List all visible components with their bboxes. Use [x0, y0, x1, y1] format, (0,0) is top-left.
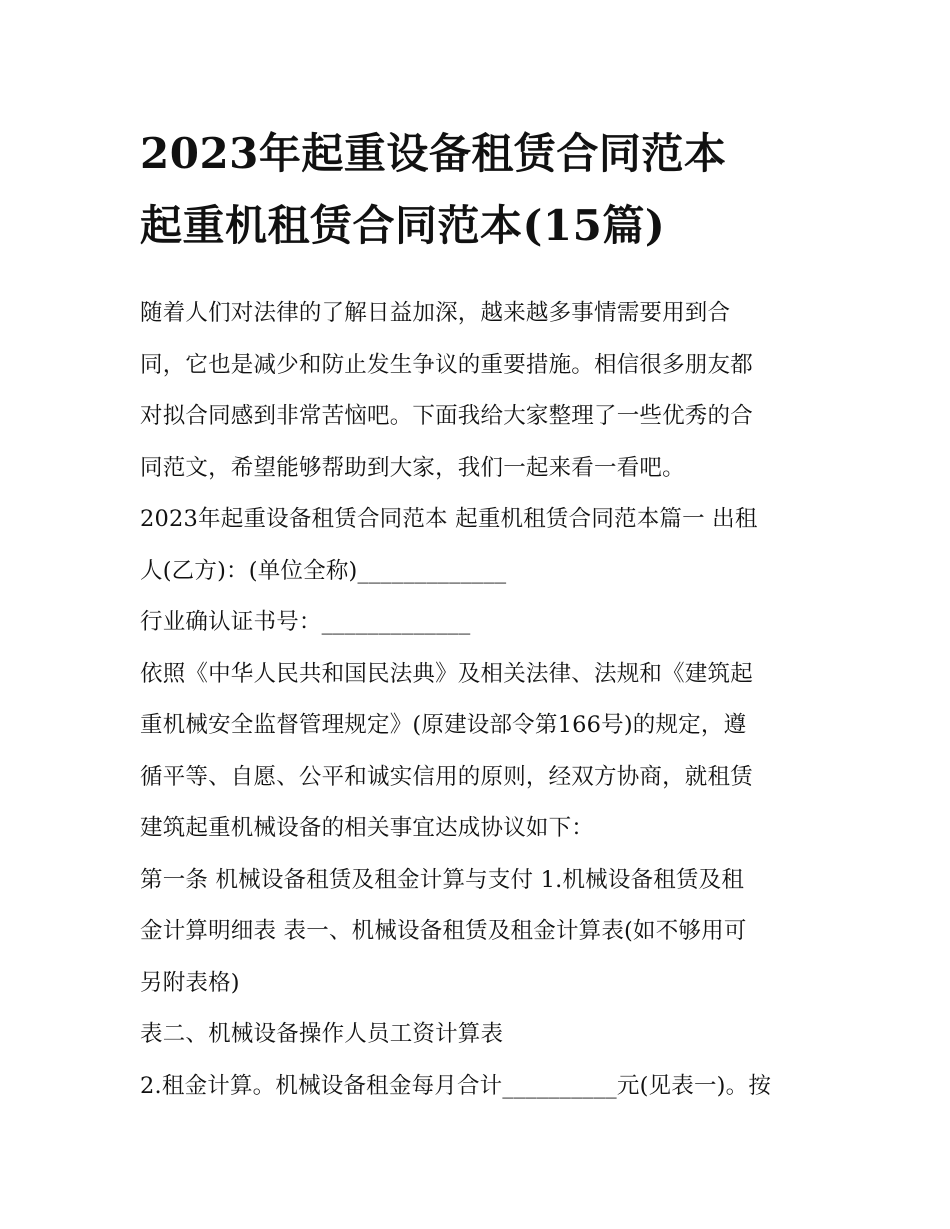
text-line: 同范文，希望能够帮助到大家，我们一起来看一看吧。 — [140, 454, 685, 481]
text-line: 随着人们对法律的了解日益加深，越来越多事情需要用到合 — [140, 300, 731, 326]
table-two-paragraph — [140, 1009, 812, 1061]
article-one-paragraph — [140, 855, 812, 1010]
text-line: 第一条 机械设备租赁及租金计算与支付 1.机械设备租赁及租 — [140, 866, 745, 893]
text-line: 行业确认证书号：_____________ — [140, 609, 471, 635]
certificate-paragraph — [140, 597, 812, 649]
legal-basis-paragraph — [140, 649, 812, 855]
document-body — [140, 288, 812, 1112]
text-line: 建筑起重机械设备的相关事宜达成协议如下： — [140, 815, 595, 841]
text-line: 重机械安全监督管理规定》(原建设部令第166号)的规定，遵 — [140, 712, 747, 738]
lessor-paragraph — [140, 494, 812, 597]
text-line: 2.租金计算。机械设备租金每月合计__________元(见表一)。按 — [140, 1072, 772, 1099]
title-line-1: 2023年起重设备租赁合同范本 — [140, 129, 727, 178]
rent-calculation-paragraph — [140, 1061, 812, 1113]
document-title — [140, 118, 812, 262]
text-line: 2023年起重设备租赁合同范本 起重机租赁合同范本篇一 出租 — [140, 506, 758, 532]
text-line: 对拟合同感到非常苦恼吧。下面我给大家整理了一些优秀的合 — [140, 403, 753, 429]
text-line: 依照《中华人民共和国民法典》及相关法律、法规和《建筑起 — [140, 660, 753, 687]
text-line: 循平等、自愿、公平和诚实信用的原则，经双方协商，就租赁 — [140, 763, 753, 790]
document-page — [140, 118, 812, 1112]
text-line: 人(乙方)：(单位全称)_____________ — [140, 557, 507, 584]
text-line: 金计算明细表 表一、机械设备租赁及租金计算表(如不够用可 — [140, 918, 747, 944]
text-line: 表二、机械设备操作人员工资计算表 — [140, 1021, 504, 1047]
title-line-2: 起重机租赁合同范本(15篇) — [140, 201, 666, 250]
text-line: 同，它也是减少和防止发生争议的重要措施。相信很多朋友都 — [140, 351, 753, 378]
intro-paragraph — [140, 288, 812, 494]
text-line: 另附表格) — [140, 969, 240, 996]
